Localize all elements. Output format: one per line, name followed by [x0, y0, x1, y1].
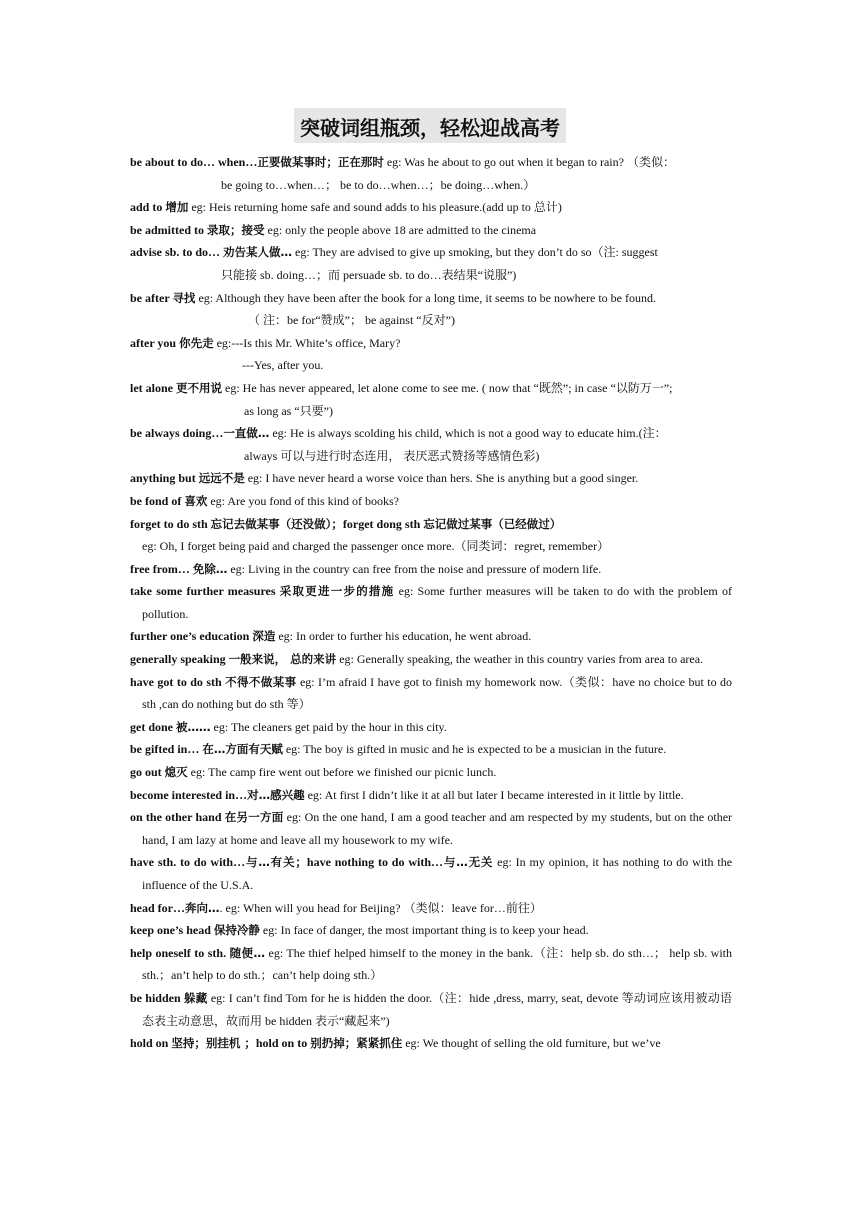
example: eg: The cleaners get paid by the hour in this city.	[210, 719, 447, 734]
meaning: 坚持；别挂机 ；	[171, 1036, 256, 1051]
meaning-alt: 忘记做过某事（已经做过）	[423, 516, 562, 531]
list-item	[130, 738, 732, 761]
example-continued: 只能接 sb. doing…；而 persuade sb. to do…表结果“说服”)	[221, 267, 517, 282]
example: eg: only the people above 18 are admitted to the cinema	[264, 222, 537, 237]
phrase: further one’s education	[130, 629, 253, 644]
meaning: 免除…	[192, 561, 228, 576]
meaning: 远远不是	[198, 471, 245, 486]
example: eg: Heis returning home safe and sound adds to his pleasure.(add up to 总计)	[188, 200, 562, 215]
example: eg: The camp fire went out before we finished our picnic lunch.	[187, 765, 497, 780]
meaning: 躲藏	[183, 990, 208, 1005]
example: eg: Was he about to go out when it began to rain? （类似：	[383, 155, 675, 169]
meaning: 更不用说	[176, 380, 222, 395]
example-continued: eg: Oh, I forget being paid and charged the passenger once more.（同类词：regret, remember）	[142, 539, 610, 554]
meaning: 一直做…	[223, 426, 270, 441]
meaning: 增加	[165, 200, 189, 215]
phrase: forget to do sth	[130, 516, 211, 531]
meaning: 一般来说， 总的来讲	[228, 652, 337, 667]
list-item	[130, 219, 732, 242]
phrase: have got to do sth	[130, 674, 226, 689]
phrase: get done	[130, 719, 176, 734]
list-item	[130, 851, 732, 896]
list-item	[130, 648, 732, 671]
meaning: 录取；接受	[207, 222, 265, 237]
list-item	[130, 558, 732, 581]
example: eg: I can’t find Tom for he is hidden the door.（注：hide ,dress, marry, seat, devote 等动词应该用被动语态表主动意思，故而用 be hidden 表示“藏起来”)	[142, 990, 732, 1028]
example: eg: We thought of selling the old furniture, but we’ve	[402, 1036, 661, 1051]
meaning: 在…方面有天赋	[202, 742, 283, 757]
phrase: advise sb. to do…	[130, 245, 224, 260]
example: eg: Although they have been after the book for a long time, it seems to be nowhere to be found.	[195, 290, 656, 305]
meaning: 喜欢	[184, 493, 208, 508]
phrase: add to	[130, 200, 166, 215]
meaning: 劝告某人做…	[223, 245, 293, 260]
list-item	[130, 761, 732, 784]
example: eg: Generally speaking, the weather in this country varies from area to area.	[336, 652, 704, 667]
phrase: on the other hand	[130, 810, 225, 825]
example: . eg: When will you head for Beijing? （类似：leave for…前往）	[219, 900, 542, 915]
phrase: keep one’s head	[130, 923, 214, 938]
example-continued: （ 注：be for“赞成”； be against “反对”)	[248, 313, 455, 328]
phrase: help oneself to sth.	[130, 945, 230, 960]
meaning: 寻找	[172, 290, 196, 305]
example: eg: Living in the country can free from the noise and pressure of modern life.	[227, 561, 602, 576]
list-item	[130, 332, 732, 377]
meaning: 采取更进一步的措施	[279, 584, 395, 599]
list-item	[130, 919, 732, 942]
example: eg: Some further measures will be taken to do with the problem of pollution.	[142, 584, 732, 621]
meaning: 在另一方面	[224, 810, 284, 825]
example: eg: In face of danger, the most important thing is to keep your head.	[259, 923, 589, 938]
list-item	[130, 196, 732, 219]
example: eg: Are you fond of this kind of books?	[207, 493, 399, 508]
list-item	[130, 580, 732, 625]
list-item	[130, 625, 732, 648]
phrase: be about to do… when…	[130, 155, 258, 169]
meaning: 熄灭	[164, 765, 188, 780]
example: eg: On the one hand, I am a good teacher and am respected by my students, but on the other hand, I am lazy at home and leave all my housework to my wife.	[142, 810, 733, 847]
phrase: head for…	[130, 900, 185, 915]
phrase: anything but	[130, 471, 199, 486]
list-item	[130, 784, 732, 807]
example: eg: The boy is gifted in music and he is expected to be a musician in the future.	[282, 742, 667, 757]
list-item	[130, 1032, 732, 1055]
meaning: 不得不做某事	[225, 674, 297, 689]
example-continued: be going to…when…； be to do…when…；be doing…when.）	[221, 177, 536, 192]
meaning: 忘记去做某事（还没做）；	[210, 516, 343, 531]
meaning: 正要做某事时；正在那时	[257, 155, 384, 169]
phrase: be gifted in…	[130, 742, 203, 757]
meaning-alt: 别扔掉；紧紧抓住	[310, 1036, 403, 1051]
list-item	[130, 241, 732, 286]
phrase-alt: hold on to	[255, 1036, 311, 1051]
meaning: 深造	[252, 629, 276, 644]
phrase: be fond of	[130, 493, 185, 508]
list-item	[130, 151, 732, 196]
example: eg: In my opinion, it has nothing to do with the influence of the U.S.A.	[142, 855, 733, 892]
meaning: 对…感兴趣	[247, 787, 305, 802]
phrase: be after	[130, 290, 173, 305]
meaning: 随便…	[229, 945, 266, 960]
phrase: free from…	[130, 561, 193, 576]
meaning: 与…有关；	[245, 855, 307, 870]
phrase: let alone	[130, 380, 176, 395]
example: eg: I’m afraid I have got to finish my homework now.（类似：have no choice but to do sth ,can do nothing but do sth 等）	[142, 674, 733, 712]
list-item	[130, 422, 732, 467]
phrase-alt: forget dong sth	[342, 516, 424, 531]
list-item	[130, 490, 732, 513]
example: eg: In order to further his education, he went abroad.	[275, 629, 532, 644]
phrase: be hidden	[130, 990, 184, 1005]
phrase: after you	[130, 335, 180, 350]
list-item	[130, 467, 732, 490]
list-item	[130, 716, 732, 739]
phrase: be admitted to	[130, 222, 207, 237]
phrase: go out	[130, 765, 165, 780]
example: eg: The thief helped himself to the money in the bank.（注：help sb. do sth…； help sb. with sth.；an’t help to do sth.；can’t help doing sth.）	[142, 945, 733, 983]
phrase-alt: have nothing to do with…	[306, 855, 444, 870]
phrase: become interested in…	[130, 787, 248, 802]
example: eg: He is always scolding his child, which is not a good way to educate him.(注：	[269, 426, 667, 441]
example-continued: always 可以与进行时态连用， 表厌恶式赞扬等感情色彩)	[244, 448, 540, 463]
example: eg: They are advised to give up smoking, but they don’t do so（注: suggest	[292, 245, 658, 260]
list-item	[130, 942, 732, 987]
list-item	[130, 513, 732, 558]
meaning: 奔向…	[185, 900, 220, 915]
list-item	[130, 377, 732, 422]
example: eg:---Is this Mr. White’s office, Mary?	[213, 335, 401, 350]
list-item	[130, 897, 732, 920]
list-item	[130, 806, 732, 851]
phrase: hold on	[130, 1036, 172, 1051]
meaning: 被……	[176, 719, 211, 734]
example: eg: He has never appeared, let alone come to see me. ( now that “既然”; in case “以防万一”;	[222, 380, 673, 395]
example-continued: ---Yes, after you.	[242, 358, 324, 373]
meaning: 保持冷静	[213, 923, 260, 938]
phrase: have sth. to do with…	[130, 855, 246, 870]
page-title: 突破词组瓶颈，轻松迎战高考	[294, 108, 566, 143]
example: eg: I have never heard a worse voice than hers. She is anything but a good singer.	[244, 471, 639, 486]
example: eg: At first I didn’t like it at all but later I became interested in it little by little.	[304, 787, 684, 802]
phrase: take some further measures	[130, 584, 280, 599]
example-continued: as long as “只要”)	[244, 403, 333, 418]
phrase: be always doing…	[130, 426, 224, 441]
phrase-list	[130, 151, 732, 1055]
meaning-alt: 与…无关	[443, 855, 494, 870]
list-item	[130, 987, 732, 1032]
list-item	[130, 287, 732, 332]
list-item	[130, 671, 732, 716]
phrase: generally speaking	[130, 652, 229, 667]
meaning: 你先走	[179, 335, 214, 350]
